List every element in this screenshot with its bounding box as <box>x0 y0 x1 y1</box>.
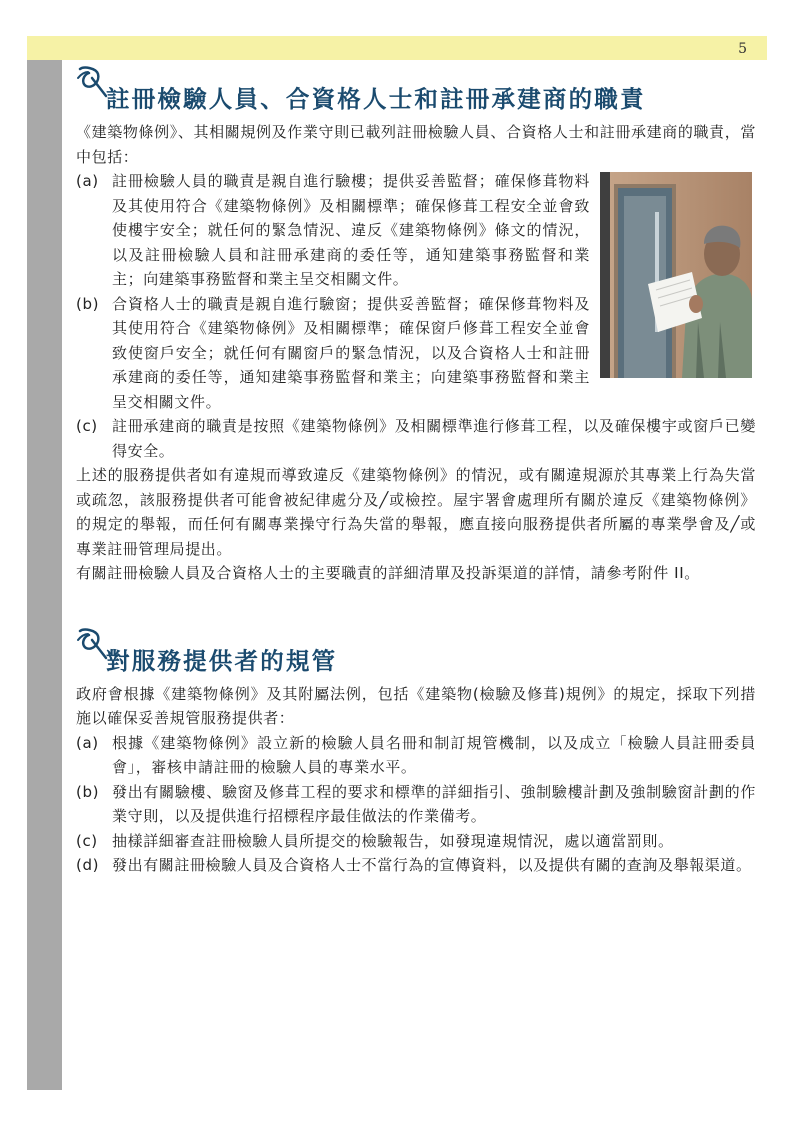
item-text: 抽樣詳細審查註冊檢驗人員所提交的檢驗報告，如發現違規情況，處以適當罰則。 <box>112 831 674 850</box>
section1-paragraph: 上述的服務提供者如有違規而導致違反《建築物條例》的情況，或有關違規源於其專業上行為失當或疏忽，該服務提供者可能會被紀律處分及╱或檢控。屋宇署會處理所有關於違反《建築物條例》的規定的舉報，而任何有關專業操守行為失當的舉報，應直接向服務提供者所屬的專業學會及╱或專業註冊管理局提出。 <box>76 466 756 558</box>
page-content <box>76 62 756 878</box>
item-text: 發出有關驗樓、驗窗及修葺工程的要求和標準的詳細指引、強制驗樓計劃及強制驗窗計劃的作業守則，以及提供進行招標程序最佳做法的作業備考。 <box>112 782 756 825</box>
section2-title: 對服務提供者的規管 <box>106 646 338 675</box>
item-label: (d) <box>76 856 100 874</box>
inspector-photo <box>600 172 752 378</box>
item-label: (a) <box>76 172 99 190</box>
header-bar <box>27 36 767 60</box>
leaf-swirl-icon <box>76 64 110 100</box>
item-label: (b) <box>76 294 100 313</box>
item-text: 合資格人士的職責是親自進行驗窗；提供妥善監督；確保修葺物料及其使用符合《建築物條例》及相關標準；確保窗戶修葺工程安全並會致使窗戶安全；就任何有關窗戶的緊急情況，以及合資格人士和註冊承建商的委任等，通知建築事務監督和業主；向建築事務監督和業主呈交相關文件。 <box>112 294 590 411</box>
item-text: 註冊檢驗人員的職責是親自進行驗樓；提供妥善監督；確保修葺物料及其使用符合《建築物條例》及相關標準；確保修葺工程安全並會致使樓宇安全；就任何的緊急情況、違反《建築物條例》條文的情況，以及註冊檢驗人員和註冊承建商的委任等，通知建築事務監督和業主；向建築事務監督和業主呈交相關文件。 <box>112 172 590 288</box>
section2-heading <box>76 624 756 682</box>
item-label: (c) <box>76 831 98 850</box>
list-item <box>76 780 756 829</box>
section1-intro: 《建築物條例》、其相關規例及作業守則已載列註冊檢驗人員、合資格人士和註冊承建商的職責，當中包括： <box>76 123 756 166</box>
item-text: 根據《建築物條例》設立新的檢驗人員名冊和制訂規管機制，以及成立「檢驗人員註冊委員會」，審核申請註冊的檢驗人員的專業水平。 <box>112 733 756 776</box>
leaf-swirl-icon <box>76 626 110 662</box>
list-item <box>76 853 756 878</box>
section2-intro: 政府會根據《建築物條例》及其附屬法例，包括《建築物(檢驗及修葺)規例》的規定，採取下列措施以確保妥善規管服務提供者： <box>76 684 756 727</box>
section1-title: 註冊檢驗人員、合資格人士和註冊承建商的職責 <box>106 85 646 113</box>
item-text: 註冊承建商的職責是按照《建築物條例》及相關標準進行修葺工程，以及確保樓宇或窗戶已變得安全。 <box>112 417 756 460</box>
item-label: (b) <box>76 782 100 801</box>
item-label: (c) <box>76 417 98 435</box>
item-text: 發出有關註冊檢驗人員及合資格人士不當行為的宣傳資料，以及提供有關的查詢及舉報渠道。 <box>112 856 752 874</box>
list-item <box>76 169 590 292</box>
list-item <box>76 829 756 854</box>
section1-paragraph-annex: 有關註冊檢驗人員及合資格人士的主要職責的詳細清單及投訴渠道的詳情，請參考附件 II。 <box>76 564 700 582</box>
list-item <box>76 414 756 463</box>
sidebar-strip <box>27 60 62 1090</box>
page-number: 5 <box>738 41 747 57</box>
list-item <box>76 292 590 415</box>
item-label: (a) <box>76 733 99 752</box>
section1-heading <box>76 62 756 120</box>
list-item <box>76 731 756 780</box>
